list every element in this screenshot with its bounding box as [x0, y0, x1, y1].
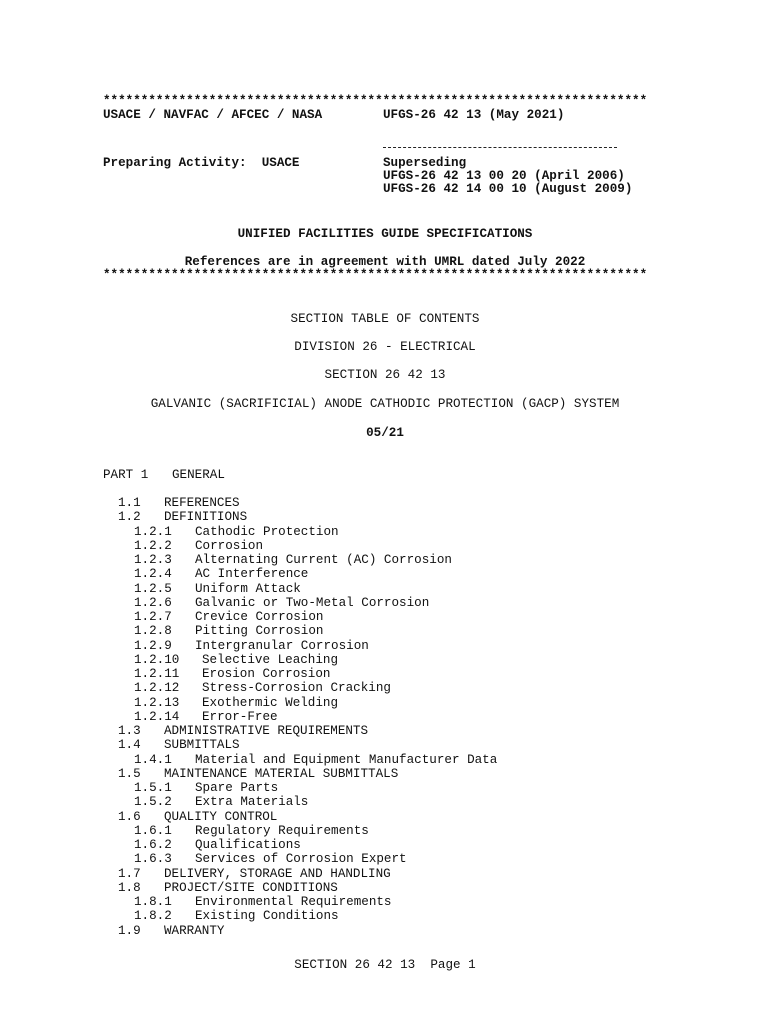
section-date: 05/21 — [366, 426, 404, 440]
toc-entry-label: Pitting Corrosion — [195, 624, 324, 639]
toc-entry-number: 1.8.2 — [134, 909, 172, 924]
toc-entry-number: 1.1 — [118, 496, 141, 510]
toc-entry-label: Cathodic Protection — [195, 524, 339, 539]
toc-entry-label: Environmental Requirements — [195, 895, 392, 909]
toc-entry-label: QUALITY CONTROL — [164, 809, 278, 824]
toc-title: SECTION TABLE OF CONTENTS — [290, 312, 480, 326]
toc-entry-label: Spare Parts — [195, 781, 279, 795]
toc-entry-number: 1.7 — [118, 866, 141, 881]
toc-entry-number: 1.2.11 — [134, 667, 180, 681]
toc-entry-label: Services of Corrosion Expert — [195, 852, 407, 867]
toc-entry-label: Exothermic Welding — [202, 695, 339, 710]
section-number: SECTION 26 42 13 — [324, 368, 446, 382]
toc-entry-label: REFERENCES — [164, 496, 240, 510]
toc-entry-label: Galvanic or Two-Metal Corrosion — [195, 595, 430, 610]
toc-entry-number: 1.2.13 — [134, 695, 180, 710]
superseding-label: Superseding — [383, 156, 467, 170]
toc-entry-number: 1.6.2 — [134, 838, 172, 852]
references-note: References are in agreement with UMRL dated July 2022 — [184, 255, 586, 269]
toc-entry-label: Alternating Current (AC) Corrosion — [195, 553, 452, 567]
toc-entry-label: Error-Free — [202, 709, 278, 724]
toc-entry-label: Qualifications — [195, 838, 301, 852]
toc-entry-number: 1.5 — [118, 766, 141, 781]
toc-entry-label: Crevice Corrosion — [195, 610, 324, 624]
toc-entry-label: Stress-Corrosion Cracking — [202, 681, 391, 696]
toc-entry-number: 1.2.10 — [134, 652, 180, 667]
toc-entry-number: 1.2.8 — [134, 624, 172, 639]
toc-entry-number: 1.4 — [118, 738, 141, 753]
section-title: GALVANIC (SACRIFICIAL) ANODE CATHODIC PROTECTION (GACP) SYSTEM — [150, 397, 620, 411]
guide-title: UNIFIED FACILITIES GUIDE SPECIFICATIONS — [237, 227, 533, 241]
toc-entry-label: DEFINITIONS — [164, 510, 248, 525]
toc-entry-number: 1.2.2 — [134, 538, 172, 553]
toc-entry-number: 1.6.3 — [134, 852, 172, 867]
toc-entry-label: Regulatory Requirements — [195, 823, 369, 838]
header-star-rule-top: ************************************************************************ — [103, 94, 648, 108]
part-name: GENERAL — [172, 468, 225, 482]
toc-entry-label: WARRANTY — [164, 923, 225, 938]
toc-entry-number: 1.5.2 — [134, 795, 172, 810]
toc-entry-number: 1.6.1 — [134, 823, 172, 838]
toc-entry-label: PROJECT/SITE CONDITIONS — [164, 880, 338, 895]
superseding-item-2: UFGS-26 42 14 00 10 (August 2009) — [383, 182, 633, 196]
toc-entry-label: DELIVERY, STORAGE AND HANDLING — [164, 866, 391, 881]
toc-entry-number: 1.2.9 — [134, 638, 172, 653]
toc-entry-number: 1.5.1 — [134, 781, 172, 795]
toc-entry-label: ADMINISTRATIVE REQUIREMENTS — [164, 724, 369, 738]
toc-entry-number: 1.6 — [118, 809, 141, 824]
toc-entry-number: 1.8 — [118, 880, 141, 895]
toc-entry-number: 1.2.6 — [134, 595, 172, 610]
header-star-rule-bottom: ************************************************************************ — [103, 268, 648, 282]
toc-entry-label: Corrosion — [195, 538, 264, 553]
toc-entry-label: AC Interference — [195, 567, 309, 582]
toc-entry-number: 1.2.12 — [134, 681, 180, 696]
toc-entry-number: 1.2.4 — [134, 567, 172, 582]
toc-entry-number: 1.2 — [118, 510, 141, 525]
toc-entry-number: 1.2.14 — [134, 709, 180, 724]
toc-entry-number: 1.4.1 — [134, 752, 172, 767]
toc-entry-number: 1.3 — [118, 724, 141, 738]
toc-entry-number: 1.8.1 — [134, 895, 172, 909]
toc-entry-label: MAINTENANCE MATERIAL SUBMITTALS — [164, 766, 399, 781]
superseding-divider — [383, 147, 617, 148]
toc-entry-number: 1.2.5 — [134, 581, 172, 596]
toc-entry-label: Uniform Attack — [195, 581, 301, 596]
part-number: PART 1 — [103, 468, 149, 482]
toc-entry-label: Material and Equipment Manufacturer Data — [195, 752, 498, 767]
toc-entry-label: Existing Conditions — [195, 909, 339, 924]
ufgs-id: UFGS-26 42 13 (May 2021) — [383, 108, 565, 122]
page-footer: SECTION 26 42 13 Page 1 — [294, 958, 476, 972]
preparing-activity: Preparing Activity: USACE — [103, 156, 300, 170]
toc-entry-label: Selective Leaching — [202, 652, 339, 667]
toc-entry-label: Extra Materials — [195, 795, 309, 810]
agencies-label: USACE / NAVFAC / AFCEC / NASA — [103, 108, 323, 122]
superseding-item-1: UFGS-26 42 13 00 20 (April 2006) — [383, 169, 625, 183]
toc-entry-label: SUBMITTALS — [164, 738, 240, 753]
toc-entry-label: Intergranular Corrosion — [195, 638, 369, 653]
toc-entry-number: 1.2.1 — [134, 524, 172, 539]
toc-entry-number: 1.2.7 — [134, 610, 172, 624]
toc-entry-label: Erosion Corrosion — [202, 667, 331, 681]
toc-entry-number: 1.9 — [118, 923, 141, 938]
toc-entry-number: 1.2.3 — [134, 553, 172, 567]
division-title: DIVISION 26 - ELECTRICAL — [294, 340, 476, 354]
